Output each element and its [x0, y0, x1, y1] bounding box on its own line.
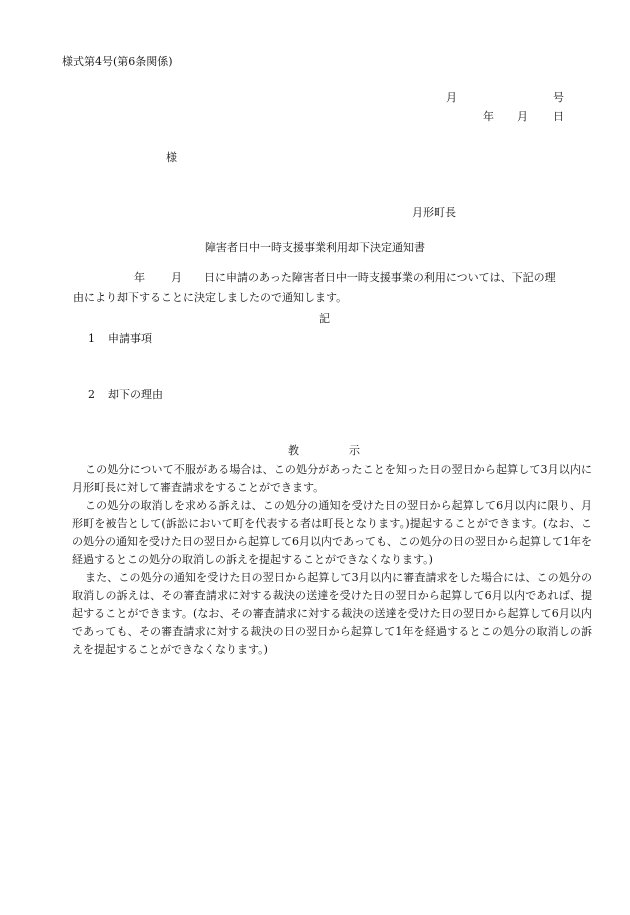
notice-paragraph: また、この処分の通知を受けた日の翌日から起算して3月以内に審査請求をした場合には、この処分の取消しの訴えは、その審査請求に対する裁決の送達を受けた日の翌日から起算して6月以内であれば、提起することができます。(なお、その審査請求に対する裁決の送達を受けた日の翌日から起算して6月以内であっても、その審査請求に対する裁決の日の翌日から起算して1年を経過するとこの処分の取消しの訴えを提起することができなくなります。): [72, 571, 592, 656]
intro-month: 月: [171, 271, 182, 284]
form-label: 様式第4号(第6条関係): [62, 55, 173, 68]
notice-heading-1: 教: [288, 444, 299, 457]
notice-paragraph: この処分について不服がある場合は、この処分があったことを知った日の翌日から起算して3月以内に月形町長に対して審査請求をすることができます。: [72, 463, 592, 494]
notice-heading-2: 示: [349, 444, 360, 457]
ki-label: 記: [319, 312, 330, 325]
date-year: 年: [483, 110, 494, 123]
document-title: 障害者日中一時支援事業利用却下決定通知書: [205, 241, 425, 254]
date-month: 月: [517, 110, 528, 123]
item-2-label: 却下の理由: [108, 388, 163, 401]
item-1-number: 1: [88, 332, 95, 345]
recipient-suffix: 様: [166, 151, 177, 164]
notice-body: [72, 461, 592, 659]
notice-paragraph: この処分の取消しを求める訴えは、この処分の通知を受けた日の翌日から起算して6月以内に限り、月形町を被告として(訴訟において町を代表する者は町長となります。)提起することができます。(なお、この処分の通知を受けた日の翌日から起算して6月以内であっても、この処分の日の翌日から起算して1年を経過するとこの処分の取消しの訴えを提起することができなくなります。): [72, 499, 592, 566]
intro-year: 年: [134, 271, 145, 284]
number-suffix: 号: [553, 91, 564, 104]
date-day: 日: [553, 110, 564, 123]
item-2-number: 2: [88, 388, 95, 401]
number-month: 月: [446, 91, 457, 104]
item-1-label: 申請事項: [108, 332, 152, 345]
intro-line1: 日に申請のあった障害者日中一時支援事業の利用については、下記の理: [204, 271, 556, 284]
intro-line2: 由により却下することに決定しましたので通知します。: [73, 291, 348, 304]
issuer: 月形町長: [412, 206, 456, 219]
